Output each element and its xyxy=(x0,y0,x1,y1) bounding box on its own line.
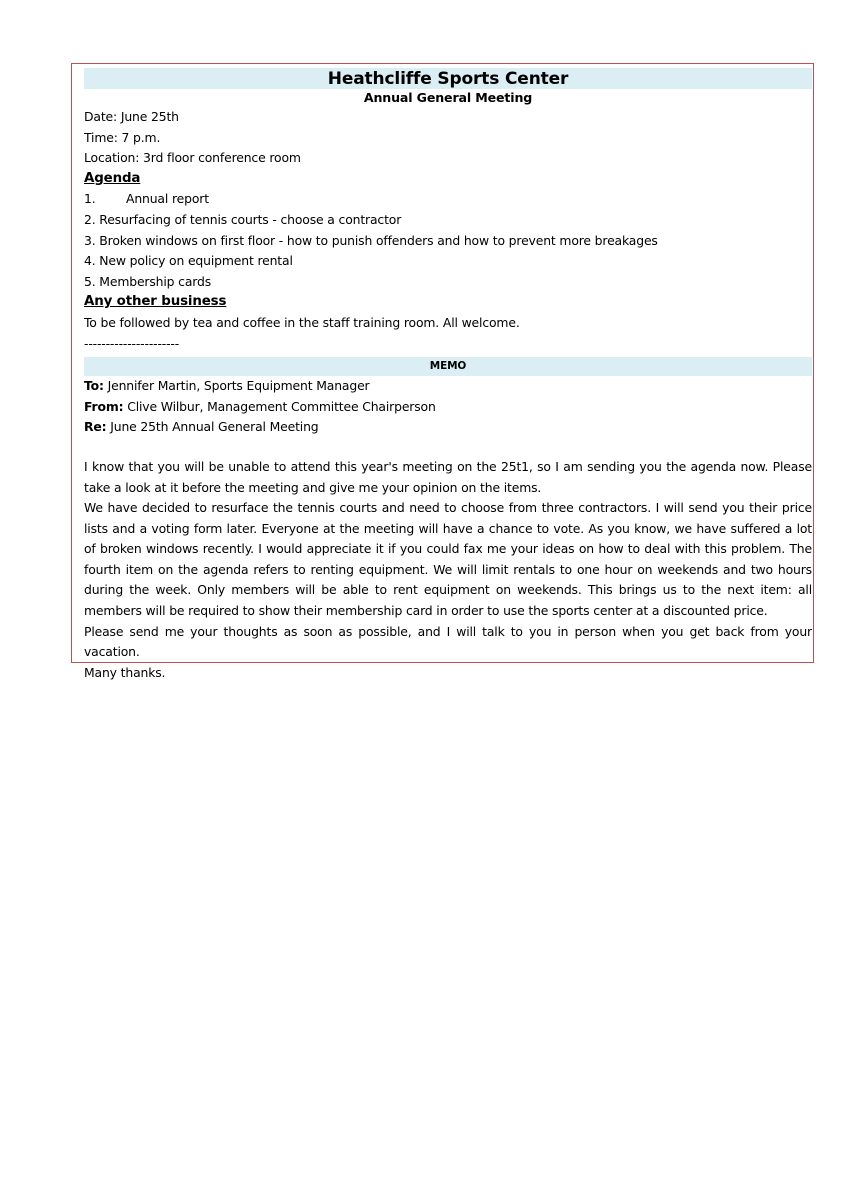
memo-paragraph: I know that you will be unable to attend this year's meeting on the 25t1, so I am sending you the agenda now. Please take a look at it before the meeting and give me your opinion on the items. xyxy=(84,458,812,495)
memo-title: MEMO xyxy=(84,357,812,376)
meeting-subtitle: Annual General Meeting xyxy=(363,90,533,105)
agenda-heading: Agenda xyxy=(84,170,141,186)
memo-from xyxy=(84,397,812,418)
memo-paragraph: We have decided to resurface the tennis courts and need to choose from three contractors. I will send you their price lists and a voting form later. Everyone at the meeting will have a chance to vote. As you know, we have suffered a lot of broken windows recently. I would appreciate it if you could fax me your ideas on how to deal with this problem. The fourth item on the agenda refers to renting equipment. We will limit rentals to one hour on weekends and two hours during the week. Only members will be able to rent equipment on weekends. This brings us to the next item: all members will be required to show their membership card in order to use the sports center at a discounted price. xyxy=(84,500,812,619)
memo-from-label: From: xyxy=(84,398,124,414)
agenda-item: 4. New policy on equipment rental xyxy=(84,253,293,269)
other-business-text: To be followed by tea and coffee in the staff training room. All welcome. xyxy=(84,314,520,330)
agenda-item: 3. Broken windows on first floor - how to punish offenders and how to prevent more breakages xyxy=(84,232,658,248)
document-content xyxy=(84,68,812,683)
memo-to xyxy=(84,376,812,397)
memo-paragraph: Please send me your thoughts as soon as possible, and I will talk to you in person when you get back from your vacation. xyxy=(84,623,812,660)
section-divider: ---------------------- xyxy=(84,335,180,351)
memo-spacer xyxy=(84,438,812,457)
meeting-time: Time: 7 p.m. xyxy=(84,129,161,145)
agenda-item xyxy=(84,189,812,210)
memo-to-label: To: xyxy=(84,378,104,394)
meeting-date: Date: June 25th xyxy=(84,109,179,124)
memo-from-value: Clive Wilbur, Management Committee Chairperson xyxy=(123,398,436,414)
page-title: Heathcliffe Sports Center xyxy=(84,68,812,89)
meeting-location: Location: 3rd floor conference room xyxy=(84,150,301,166)
memo-re-value: June 25th Annual General Meeting xyxy=(106,419,319,435)
agenda-item-text: Annual report xyxy=(126,191,209,207)
memo-to-value: Jennifer Martin, Sports Equipment Manager xyxy=(103,378,370,394)
memo-re xyxy=(84,417,812,438)
agenda-item: 5. Membership cards xyxy=(84,273,212,289)
memo-re-label: Re: xyxy=(84,419,107,435)
agenda-item: 2. Resurfacing of tennis courts - choose a contractor xyxy=(84,211,402,227)
agenda-item-number: 1. xyxy=(84,191,96,207)
other-business-heading: Any other business xyxy=(84,294,227,310)
memo-closing: Many thanks. xyxy=(84,664,166,680)
